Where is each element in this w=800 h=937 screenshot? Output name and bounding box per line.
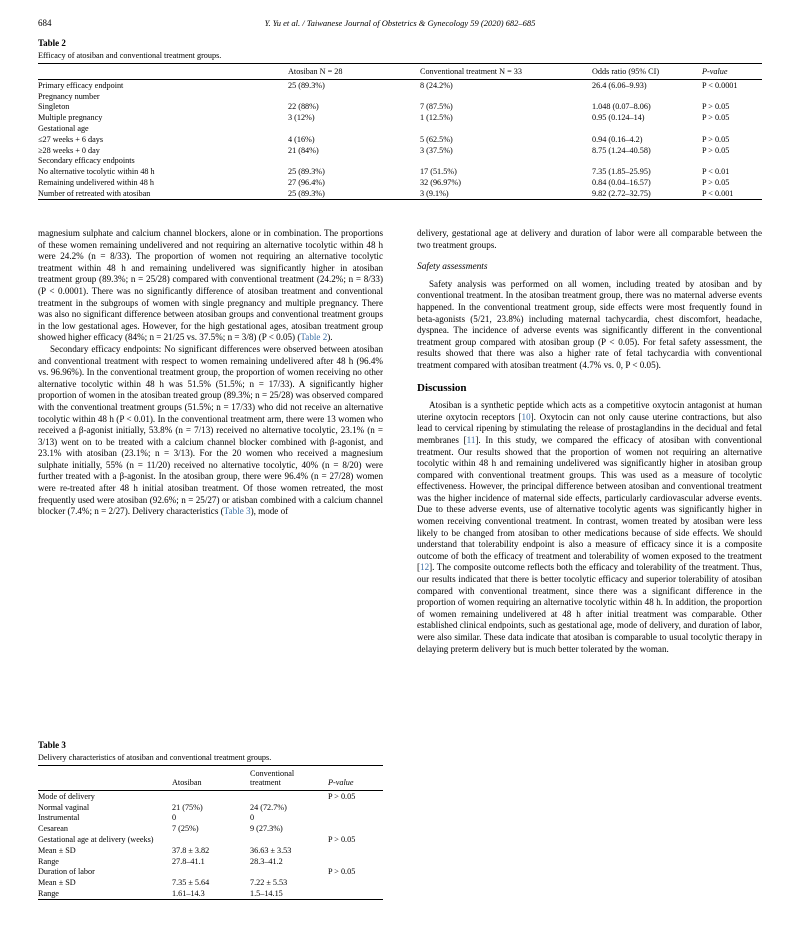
table-3-crossref[interactable]: Table 3 [223,506,251,517]
row-label: Duration of labor [38,867,95,877]
cell-value: 7.35 ± 5.64 [172,878,210,888]
table-row [38,80,762,91]
cell-value: P > 0.05 [328,867,356,877]
cell-value: 1.048 (0.07–8.06) [592,102,651,112]
reference-link-11[interactable]: 11 [466,434,476,445]
table-2-header-row [38,64,762,80]
cell-value: 4 (16%) [288,134,315,144]
cell-value: P < 0.0001 [702,80,738,90]
table-row [38,91,762,102]
section-heading-discussion: Discussion [417,381,467,394]
cell-value: 3 (12%) [288,113,315,123]
table-row [38,802,383,813]
cell-value: 32 (96.97%) [420,177,461,187]
row-label: Range [38,856,59,866]
cell-value: 7 (87.5%) [420,102,453,112]
cell-value: 21 (75%) [172,802,203,812]
cell-value: 27.8–41.1 [172,856,205,866]
cell-value: 0.84 (0.04–16.57) [592,177,651,187]
cell-value [702,91,762,102]
table-2-col-2: Conventional treatment N = 33 [420,64,592,80]
cell-value: P > 0.05 [328,835,356,845]
cell-value: 7.35 (1.85–25.95) [592,167,651,177]
cell-value [328,856,383,867]
table-2-caption: Efficacy of atosiban and conventional treatment groups. [38,51,222,60]
column-left [38,228,383,518]
cell-value [328,823,383,834]
row-label: No alternative tocolytic within 48 h [38,167,155,177]
cell-value: 8.75 (1.24–40.58) [592,145,651,155]
table-row [38,866,383,877]
cell-value: 0.95 (0.124–14) [592,113,645,123]
cell-value [592,91,702,102]
cell-value: 0.94 (0.16–4.2) [592,134,643,144]
cell-value [328,888,383,899]
cell-value: 25 (89.3%) [288,188,325,198]
table-row [38,177,762,188]
cell-value [172,834,250,845]
cell-value: 0 [250,813,255,823]
table-2-col-0 [38,64,288,80]
cell-value: 25 (89.3%) [288,167,325,177]
row-label: Range [38,888,59,898]
cell-value: 1.61–14.3 [172,888,205,898]
row-label: Gestational age at delivery (weeks) [38,835,154,845]
table-2-block [38,38,762,200]
row-label: Multiple pregnancy [38,113,103,123]
cell-value: 9.82 (2.72–32.75) [592,188,651,198]
cell-value: 3 (9.1%) [420,188,449,198]
paragraph-right-1: delivery, gestational age at delivery and duration of labor were all comparable between the two treatment groups. [417,228,762,250]
paragraph-right-3-a: Atosiban is a synthetic peptide which acts as a competitive oxytocin antagonist at human uterine oxytocin receptors [ [417,400,762,422]
cell-value: 22 (88%) [288,102,319,112]
table-row [38,166,762,177]
cell-value: 8 (24.2%) [420,80,453,90]
table-row [38,145,762,156]
table-row [38,823,383,834]
table-row [38,102,762,113]
cell-value [328,802,383,813]
page-folio: 684 [38,18,52,28]
cell-value: 1.5–14.15 [250,888,283,898]
table-3-header-row [38,766,383,791]
paragraph-right-3-d: ]. The composite outcome reflects both the efficacy and tolerability of the treatment. Thus, our results indicated that there is better tocolytic efficacy and superior tolerability of atosiban compared with conventional treatment, since there was a significant difference in the proportion of women requiring an alternative tocolytic within 48 h. In addition, the proportion of women remaining undelivered at 48 h after initial treatment was comparable. Other established clinical endpoints, such as gestational age, mode of delivery, and duration of labor, were also similar. These data indicate that atosiban is comparable to usual tocolytic therapy in delaying preterm delivery but is much better tolerated by the woman. [417,562,762,654]
reference-link-10[interactable]: 10 [521,411,531,422]
row-label: Mean ± SD [38,878,76,888]
cell-value: 3 (37.5%) [420,145,453,155]
paragraph-right-2: Safety analysis was performed on all women, including treated by atosiban and by conventional treatment. In the atosiban treatment group, there was no maternal adverse events happened. In the conventional treatment group, side effects were most frequently found in beta-agonists (5/21, 23.8%) including maternal tachycardia, chest discomfort, headache, dyspnea. The incidence of adverse events was significantly different in the conventional treatment group compared with atosiban group (P < 0.05). For fetal safety assessment, the results showed that there was also a higher rate of fetal tachycardia with conventional treatment compared with atosiban treatment (4.7% vs. 0, P < 0.05). [417,278,762,370]
table-row [38,188,762,199]
paragraph-left-2-tail: ), mode of [250,506,289,517]
journal-citation: Y. Yu et al. / Taiwanese Journal of Obstetrics & Gynecology 59 (2020) 682–685 [264,18,536,28]
cell-value: 0 [172,813,177,823]
paragraph-left-1-tail: ). [327,332,333,343]
row-label: Primary efficacy endpoint [38,80,124,90]
table-row [38,791,383,802]
cell-value: 24 (72.7%) [250,802,287,812]
cell-value: 36.63 ± 3.53 [250,845,292,855]
cell-value: P < 0.01 [702,167,730,177]
table-3-body [38,791,383,900]
table-2-col-4: P-value [702,64,762,80]
table-row [38,134,762,145]
table-row [38,112,762,123]
cell-value [420,123,592,134]
cell-value: 37.8 ± 3.82 [172,845,210,855]
cell-value: 7 (25%) [172,824,199,834]
cell-value: P > 0.05 [702,145,730,155]
cell-value: 9 (27.3%) [250,824,283,834]
table-row [38,856,383,867]
row-label: Cesarean [38,824,69,834]
paragraph-right-3 [417,400,762,655]
row-label: Remaining undelivered within 48 h [38,177,154,187]
table-3-col-3: P-value [328,766,383,791]
cell-value [172,866,250,877]
table-2-label: Table 2 [38,38,66,48]
table-2-body [38,80,762,200]
cell-value [328,877,383,888]
cell-value [288,123,420,134]
table-row [38,123,762,134]
cell-value: P > 0.05 [328,791,356,801]
cell-value [592,155,702,166]
table-row [38,155,762,166]
cell-value [420,91,592,102]
row-label: Instrumental [38,813,80,823]
cell-value [250,866,328,877]
row-label: Number of retreated with atosiban [38,188,151,198]
cell-value: 7.22 ± 5.53 [250,878,288,888]
table-2 [38,63,762,200]
cell-value: P > 0.05 [702,102,730,112]
reference-link-12[interactable]: 12 [420,562,430,573]
cell-value [420,155,592,166]
row-label: Mean ± SD [38,845,76,855]
table-3-caption: Delivery characteristics of atosiban and conventional treatment groups. [38,753,272,762]
paragraph-left-1 [38,228,383,344]
cell-value [592,123,702,134]
paragraph-right-3-b: ]. Oxytocin can not only cause uterine contractions, but also lead to cervical ripening by stimulating the release of prostaglandins in the decidual and fetal membranes [ [417,411,762,445]
cell-value: 25 (89.3%) [288,80,325,90]
row-label: Secondary efficacy endpoints [38,156,135,166]
section-heading-safety: Safety assessments [417,262,488,273]
cell-value [250,834,328,845]
paragraph-left-2 [38,344,383,518]
cell-value: 21 (84%) [288,145,319,155]
row-label: ≤27 weeks + 6 days [38,134,104,144]
table-3-col-1: Atosiban [172,766,250,791]
cell-value: P > 0.05 [702,134,730,144]
cell-value: P > 0.05 [702,113,730,123]
row-label: Mode of delivery [38,791,95,801]
table-3-col-0 [38,766,172,791]
cell-value [172,791,250,802]
table-row [38,834,383,845]
cell-value [288,91,420,102]
cell-value [702,155,762,166]
running-head [0,18,800,32]
cell-value [328,813,383,824]
table-row [38,845,383,856]
cell-value [328,845,383,856]
row-label: Normal vaginal [38,802,90,812]
table-3 [38,765,383,900]
cell-value: 5 (62.5%) [420,134,453,144]
cell-value: 26.4 (6.06–9.93) [592,80,647,90]
cell-value: 1 (12.5%) [420,113,453,123]
cell-value [288,155,420,166]
table-2-crossref[interactable]: Table 2 [300,332,328,343]
cell-value: 17 (51.5%) [420,167,457,177]
cell-value: 27 (96.4%) [288,177,325,187]
paragraph-left-1-text: magnesium sulphate and calcium channel blockers, alone or in combination. The proportions of these women remaining undelivered and not requiring an alternative tocolytic within 48 h were 24.2% (n = 8/33). The proportion of women not requiring an alternative tocolytic treatment within 48 h and remaining undelivered was significantly higher in atosiban treatment group (89.3%; n = 25/28) compared with conventional treatment (24.2%; n = 8/33) (P < 0.0001). There was no significantly difference of atosiban treatment and conventional treatment in the subgroups of women with single pregnancy and multiple pregnancy. There was also no significant difference between atosiban groups and conventional treatment groups in the low gestational ages. However, for the high gestational ages, atosiban treatment group showed higher efficacy (84%; n = 21/25 vs. 37.5%; n = 3/8) (P < 0.05) ( [38,228,383,343]
table-row [38,877,383,888]
table-3-label: Table 3 [38,740,66,750]
row-label: Gestational age [38,124,89,134]
cell-value: P > 0.05 [702,177,730,187]
row-label: Pregnancy number [38,91,100,101]
table-3-block [38,740,383,900]
cell-value: 28.3–41.2 [250,856,283,866]
paragraph-right-3-c: ]. In this study, we compared the efficacy of atosiban with conventional treatment. Our results showed that the proportion of women not requiring an alternative tocolytic within 48 h and remaining undelivered was significantly higher in atosiban group compared with conventional treatment groups. This was used as a measure of tocolytic effectiveness. However, the principal difference between atosiban and conventional treatment was the higher incidence of maternal side effects, particularly cardiovascular adverse events. Due to these adverse events, use of alternative tocolytic agents was significantly higher in women receiving conventional treatment. In contrast, women treated by atosiban were less likely to be changed from atosiban to other medications because of side effects. We should understand that tolerability endpoint is also a measure of efficacy since it is a composite outcome of both the efficacy of treatment and tolerability of women exposed to the treatment [ [417,434,763,573]
table-2-col-3: Odds ratio (95% CI) [592,64,702,80]
cell-value [250,791,328,802]
column-right [417,228,762,655]
row-label: ≥28 weeks + 0 day [38,145,100,155]
cell-value: P < 0.001 [702,188,734,198]
row-label: Singleton [38,102,70,112]
cell-value [702,123,762,134]
paragraph-left-2-text: Secondary efficacy endpoints: No significant differences were observed between atosiban and conventional treatment with respect to women remaining undelivered after 48 h (96.4% vs. 96.96%). In the conventional treatment group, the proportion of women receiving no other alternative tocolytic within 48 h was 51.5% (51.5%; n = 17/33). A significantly higher proportion of women in the atosiban treated group (89.3%; n = 25/28) was observed compared with the conventional treatment groups (51.5%; n = 17/33) who did not receive an alternative tocolytic within 48 h (P < 0.01). In the conventional treatment arm, there were 13 women who received a β-agonist initially, 53.8% (n = 7/13) received no alternative tocolytic, 23.1% (n = 3/13) went on to be treated with a calcium channel blocker combined with β-agonist, and 23.1% with atosiban (23.1%; n = 3/13). For the 20 women who received a magnesium sulphate initially, 55% (n = 11/20) received no alternative tocolytic, 40% (n = 8/20) were further treated with a β-agonist. In the atosiban group, there were 96.4% (n = 27/28) women were re-treated after 48 h initial atosiban treatment. Of those women retreated, the most frequently used were atosiban (92.6%; n = 25/27) or atisban combined with a calcium channel blocker (7.4%; n = 2/27). Delivery characteristics ( [38,343,383,517]
table-2-col-1: Atosiban N = 28 [288,64,420,80]
table-3-col-2: Conventional treatment [250,766,328,791]
table-row [38,888,383,899]
table-row [38,813,383,824]
